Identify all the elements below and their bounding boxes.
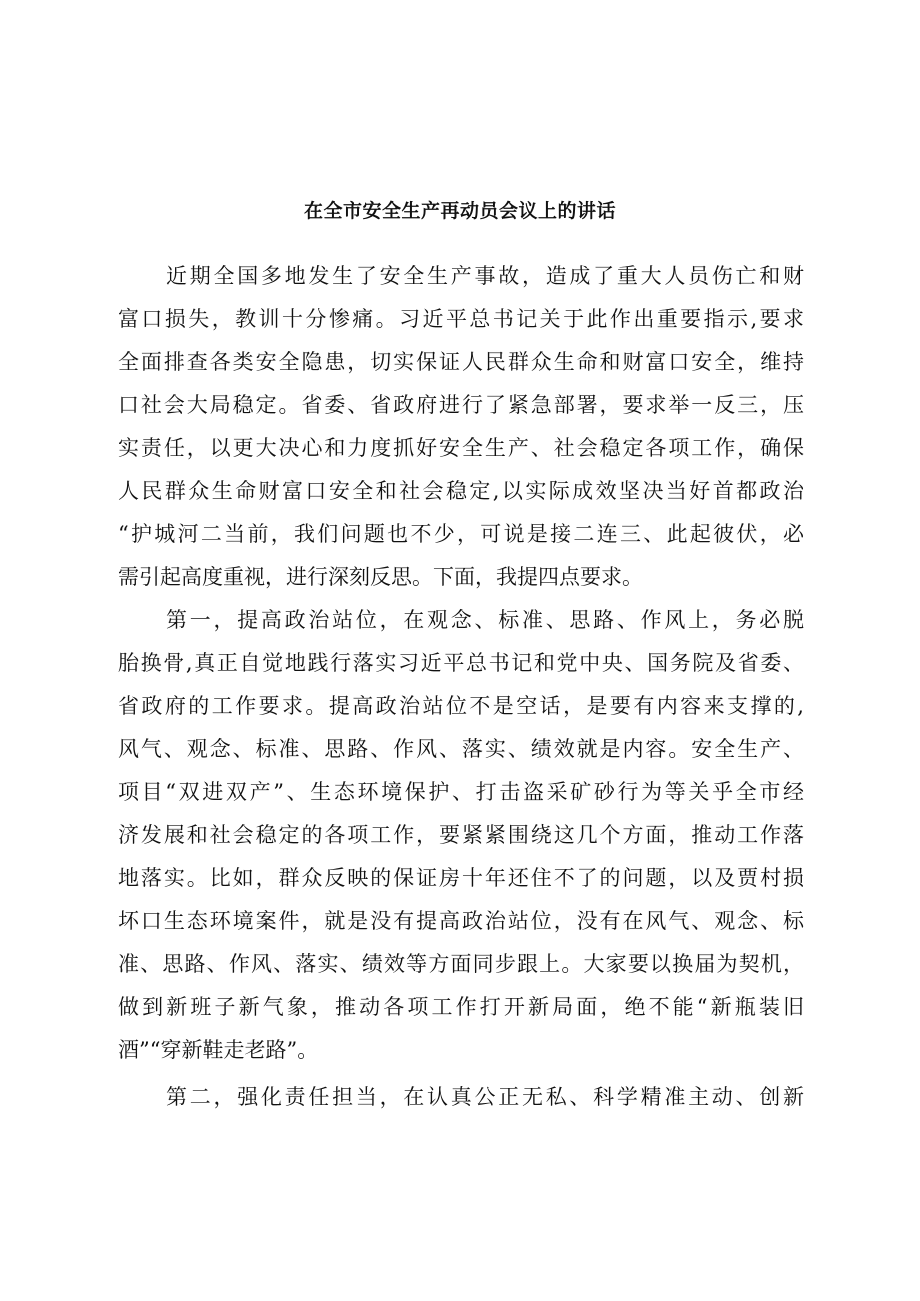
paragraph-2-line-7: 地落实。比如，群众反映的保证房十年还住不了的问题，以及贾村损: [118, 866, 804, 890]
paragraph-2-line-9: 准、思路、作风、落实、绩效等方面同步跟上。大家要以换届为契机，: [118, 952, 804, 976]
document-title: 在全市安全生产再动员会议上的讲话: [303, 200, 616, 222]
paragraph-1-line-7: “护城河二当前，我们问题也不少，可说是接二连三、此起彼伏，必: [118, 522, 804, 546]
paragraph-2-line-5: 项目“双进双产”、生态环境保护、打击盗采矿砂行为等关乎全市经: [118, 780, 804, 804]
paragraph-1-line-1: 近期全国多地发生了安全生产事故，造成了重大人员伤亡和财: [166, 264, 804, 288]
paragraph-1-line-4: 口社会大局稳定。省委、省政府进行了紧急部署，要求举一反三，压: [118, 393, 804, 417]
paragraph-2-line-10: 做到新班子新气象，推动各项工作打开新局面，绝不能“新瓶装旧: [118, 995, 804, 1019]
paragraph-1-line-3: 全面排查各类安全隐患，切实保证人民群众生命和财富口安全，维持: [118, 350, 804, 374]
paragraph-1-line-6: 人民群众生命财富口安全和社会稳定,以实际成效坚决当好首都政治: [118, 479, 804, 503]
paragraph-2-line-4: 风气、观念、标准、思路、作风、落实、绩效就是内容。安全生产、: [118, 737, 804, 761]
paragraph-2-line-3: 省政府的工作要求。提高政治站位不是空话，是要有内容来支撑的,: [118, 694, 804, 718]
paragraph-1-line-8: 需引起高度重视，进行深刻反思。下面，我提四点要求。: [118, 565, 643, 589]
paragraph-2-line-11: 酒”“穿新鞋走老路”。: [118, 1038, 319, 1062]
paragraph-2-line-1: 第一，提高政治站位，在观念、标准、思路、作风上，务必脱: [166, 608, 804, 632]
paragraph-1-line-2: 富口损失，教训十分惨痛。习近平总书记关于此作出重要指示,要求: [118, 307, 804, 331]
paragraph-2-line-6: 济发展和社会稳定的各项工作，要紧紧围绕这几个方面，推动工作落: [118, 823, 804, 847]
paragraph-1-line-5: 实责任，以更大决心和力度抓好安全生产、社会稳定各项工作，确保: [118, 436, 804, 460]
paragraph-3-line-1: 第二，强化责任担当，在认真公正无私、科学精准主动、创新: [166, 1085, 804, 1109]
paragraph-2-line-8: 坏口生态环境案件，就是没有提高政治站位，没有在风气、观念、标: [118, 909, 804, 933]
paragraph-2-line-2: 胎换骨,真正自觉地践行落实习近平总书记和党中央、国务院及省委、: [118, 651, 804, 675]
